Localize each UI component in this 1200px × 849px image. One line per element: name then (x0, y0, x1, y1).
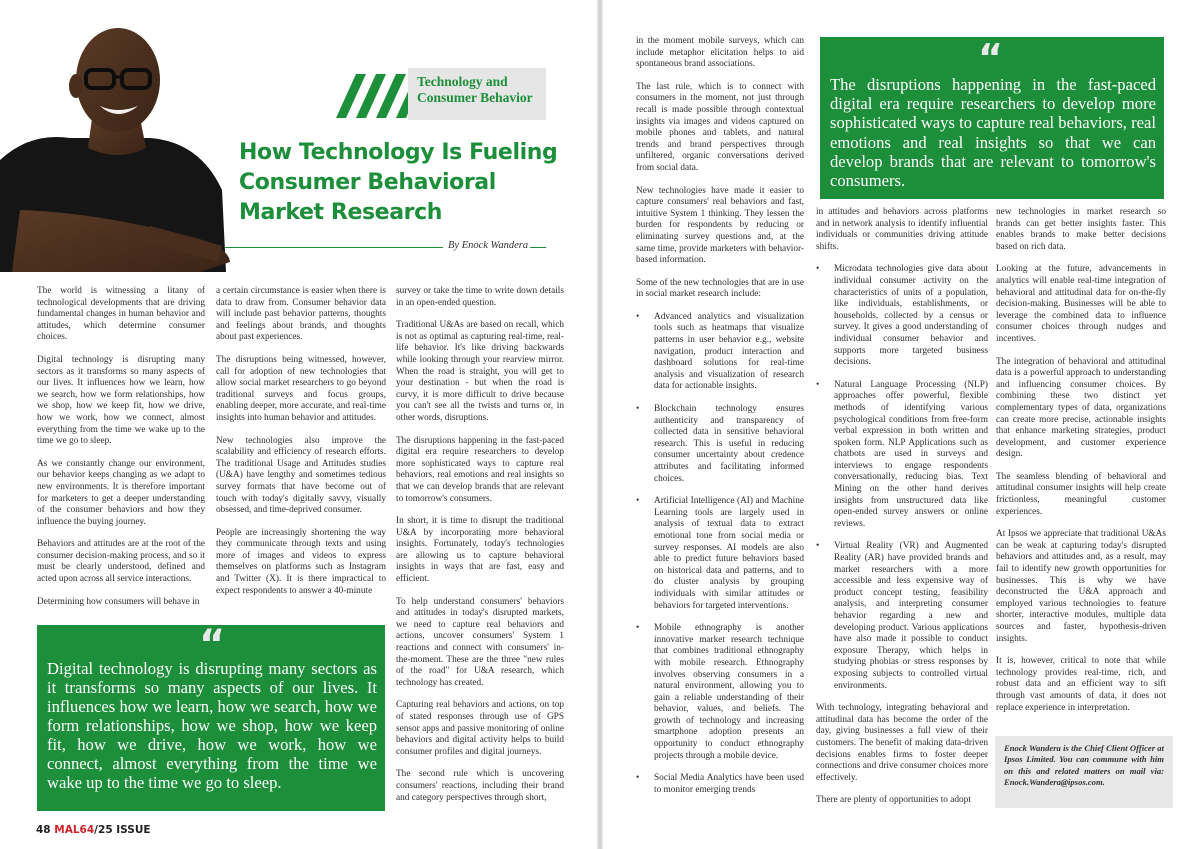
paragraph: Determining how consumers will behave in (37, 596, 200, 607)
paragraph: new technologies in market research so brands can get better insights faster. This enables brands to make better decisions based on rich data. (996, 207, 1166, 252)
paragraph: The second rule which is uncovering consumers' reactions, including their brand and category perspectives through short, (396, 769, 564, 803)
title-line-1: How Technology Is Fueling (239, 140, 558, 165)
pull-quote-text: Digital technology is disrupting many sectors as it transforms so many aspects of our lives. It influences how we learn, how we search, how we form relationships, how we shop, how we keep fit, how we drive, how we work, how we connect, almost everything from the time we wake up to the time we go to sleep. (47, 659, 377, 792)
list-item: • Artificial Intelligence (AI) and Machine Learning tools are largely used in analysis of textual data to extract emotional tone from social media or survey responses. AI models are also able to predict future behaviors based on historical data and patterns, and to do cluster analysis by grouping individuals with similar attitudes or behaviors for targeted interventions. (636, 496, 804, 612)
byline: By Enock Wandera (448, 240, 529, 251)
paragraph: The seamless blending of behavioral and attitudinal consumer insights will help create frictionless, meaningful customer experiences. (996, 471, 1166, 517)
paragraph: At Ipsos we appreciate that traditional U&As can be weak at capturing today's disrupted behaviors and attitudes and, as a result, may fail to identify new growth opportunities for businesses. This is why we have deconstructed the U&A approach and employed various technologies to feature shorter, interactive modules, multiple data sources and faster, hypothesis-driven insights. (996, 529, 1166, 644)
technology-list-continued (816, 264, 988, 692)
paragraph: With technology, integrating behavioral and attitudinal data has become the order of the day, giving businesses a full view of their customers. The benefit of making data-driven decisions enables firms to foster deeper connections and drive consumer choices more effectively. (816, 703, 988, 783)
right-page (602, 0, 1200, 849)
issue-label: /25 ISSUE (94, 824, 151, 836)
paragraph: It is, however, critical to note that while technology provides real-time, rich, and robust data and an efficient way to sift through vast amounts of data, it does not replace experience in interpretation. (996, 656, 1166, 713)
paragraph: People are increasingly shortening the way they communicate through texts and using more of images and videos to express themselves on platforms such as Instagram and Twitter (X). It is there impractical to expect respondents to answer a 40-minute (216, 527, 386, 596)
left-page (0, 0, 598, 849)
paragraph: There are plenty of opportunities to adopt (816, 795, 971, 806)
list-item: • Mobile ethnography is another innovative market research technique that combines traditional ethnography with mobile research. Ethnography involves observing consumers in a natural environment, allowing you to gain a reliable understanding of their behavior, values, and beliefs. The growth of technology and increasing smartphone adoption presents an opportunity to conduct ethnography projects through a mobile device. (636, 623, 804, 762)
category-tag (408, 68, 546, 120)
pull-quote-right (820, 37, 1164, 199)
paragraph: To help understand consumers' behaviors and attitudes in today's disrupted markets, we need to capture real behaviors and actions, uncover consumers' System 1 reactions and connect with consumers' in-the-moment. These are the three "new rules of the road" for U&A research, which technology has created. (396, 596, 564, 688)
paragraph: The disruptions happening in the fast-paced digital era require researchers to develop more sophisticated ways to capture real behaviors, real emotions and real insights so that we can develop brands that are relevant to tomorrow's consumers. (396, 435, 564, 504)
list-item: • Virtual Reality (VR) and Augmented Reality (AR) have provided brands and market researchers with a more accessible and less expensive way of product concept testing, feasibility analysis, and interpreting consumer behavior regarding a new and developing product. Various applications have also made it possible to conduct exposure Therapy, which helps in studying phobias or stress responses by exposing subjects to controlled virtual environments. (816, 541, 988, 692)
folio (36, 824, 151, 836)
byline-rule (225, 247, 443, 248)
paragraph: The integration of behavioral and attitudinal data is a powerful approach to understanding and influencing consumer choices. By combining these two distinct yet complementary types of data, organizations can create more precise, actionable insights that enhance marketing strategies, product development, and customer experience design. (996, 356, 1166, 460)
pull-quote-text: The disruptions happening in the fast-paced digital era require researchers to develop more sophisticated ways to capture real behaviors, real emotions and real insights so that we can develop brands that are relevant to tomorrow's consumers. (830, 75, 1156, 191)
list-item: • Blockchain technology ensures authenticity and transparency of collected data in sensitive behavioral research. This is useful in reducing consumer uncertainty about credence attributes and facilitating informed choices. (636, 404, 804, 485)
paragraph: New technologies have made it easier to capture consumers' real behaviors and fast, intuitive System 1 thinking. They lessen the burden for respondents by reducing or eliminating survey questions and, at the same time, provide marketers with behavior-based information. (636, 185, 804, 266)
body-column-1 (37, 286, 205, 620)
body-column-2 (216, 286, 386, 620)
category-line-1: Technology and (417, 74, 508, 89)
body-column-4 (636, 36, 804, 808)
title-line-2: Consumer Behavioral (239, 170, 496, 195)
page-number: 48 (36, 824, 51, 836)
body-column-3 (396, 286, 564, 814)
paragraph: Some of the new technologies that are in use in social market research include: (636, 277, 804, 300)
paragraph: New technologies also improve the scalability and efficiency of research efforts. The traditional Usage and Attitudes studies (U&A) have lengthy and sometimes tedious survey formats that have become out of touch with today's digitally savvy, visually obsessed, and time-deprived consumer. (216, 435, 386, 516)
category-line-2: Consumer Behavior (417, 90, 533, 105)
paragraph: The disruptions being witnessed, however, call for adoption of new technologies that allow social market researchers to go beyond traditional surveys and focus groups, enabling deeper, more accurate, and real-time insights into human behavior and attitudes. (216, 354, 386, 423)
article-title (223, 126, 563, 236)
quote-mark-icon: “ (978, 36, 1003, 80)
paragraph: survey or take the time to write down details in an open-ended question. (396, 286, 564, 308)
technology-list (636, 312, 804, 797)
list-item: • Microdata technologies give data about individual consumer activity on the characteristics of units of a population, like individuals, establishments, or households, collected by a census or survey. It gives a good understanding of individual consumer behavior and supports more targeted business decisions. (816, 264, 988, 368)
quote-mark-icon: “ (199, 622, 226, 668)
pull-quote-left (37, 622, 385, 811)
list-item: • Natural Language Processing (NLP) approaches offer powerful, flexible methods of identifying various psychological conditions from free-form verbal expression in both written and spoken form. NLP Applications such as chatbots are used in surveys and interviews to engage respondents conversationally, reducing bias. Text Mining on the other hand derives insights from unstructured data like open-ended survey answers or online reviews. (816, 380, 988, 531)
paragraph: The world is witnessing a litany of technological developments that are driving fundamental changes in human behavior and attitudes, which determine consumer choices. (37, 286, 205, 343)
author-portrait (0, 0, 240, 272)
title-line-3: Market Research (239, 200, 443, 225)
paragraph: Traditional U&As are based on recall, which is not as optimal as capturing real-time, real-life behavior. It's like driving backwards while looking through your rearview mirror. When the road is straight, you will get to your destination - but when the road is curvy, it is more difficult to drive because you can't see all the twists and turns or, in other words, disruptions. (396, 320, 564, 423)
body-column-6 (996, 207, 1166, 727)
paragraph: in attitudes and behaviors across platforms and in network analysis to identify influential individuals or communities driving attitude shifts. (816, 207, 988, 252)
author-bio: Enock Wandera is the Chief Client Officer at Ipsos Limited. You can commune with him on this and related matters on mail via: Enock.Wandera@ipsos.com. (995, 736, 1173, 808)
paragraph: Looking at the future, advancements in analytics will enable real-time integration of behavioral and attitudinal data for on-the-fly decision-making. Businesses will be able to leverage the combined data to influence consumer choices through nudges and incentives. (996, 264, 1166, 344)
decorative-stripes (322, 74, 422, 118)
paragraph: in the moment mobile surveys, which can include metaphor elicitation helps to aid spontaneous brand associations. (636, 36, 804, 70)
byline-rule-end (530, 247, 546, 248)
body-column-5 (816, 207, 988, 807)
paragraph: Capturing real behaviors and actions, on top of stated responses through use of GPS sensor apps and passive monitoring of online behaviors and digital activity helps to build consumer profiles and digital journeys. (396, 700, 564, 757)
paragraph: Digital technology is disrupting many sectors as it transforms so many aspects of our lives. It influences how we learn, how we search, how we form relationships, how we shop, how we keep fit, how we drive, how we work, how we connect, almost everything from the time we wake up to the time we go to sleep. (37, 354, 205, 447)
magazine-issue-code: MAL64 (54, 824, 95, 836)
paragraph: Behaviors and attitudes are at the root of the consumer decision-making process, and so it must be clearly understood, defined and acted upon across all service interactions. (37, 539, 205, 585)
paragraph: In short, it is time to disrupt the traditional U&A by incorporating more behavioral insights. Fortunately, today's technologies are allowing us to capture behavioral insights in ways that are fast, easy and efficient. (396, 516, 564, 585)
paragraph: As we constantly change our environment, our behavior keeps changing as we adapt to new environments. It is therefore important for marketers to get a deeper understanding of the consumer behaviors and how they influence the buying journey. (37, 458, 205, 527)
list-item: • Social Media Analytics have been used to monitor emerging trends (636, 773, 804, 796)
paragraph: a certain circumstance is easier when there is data to draw from. Consumer behavior data will include past behavior patterns, thoughts and feelings about brands, and thoughts about past experiences. (216, 286, 386, 343)
list-item: • Advanced analytics and visualization tools such as heatmaps that visualize patterns in user behavior e.g., website navigation, product interaction and dashboard solutions for real-time analysis and visualization of research data for actionable insights. (636, 312, 804, 393)
paragraph: The last rule, which is to connect with consumers in the moment, not just through recall is made possible through contextual insights via images and videos captured on mobile phones and tablets, and natural trends and brand perspectives through unfiltered, organic conversations derived from social data. (636, 81, 804, 173)
